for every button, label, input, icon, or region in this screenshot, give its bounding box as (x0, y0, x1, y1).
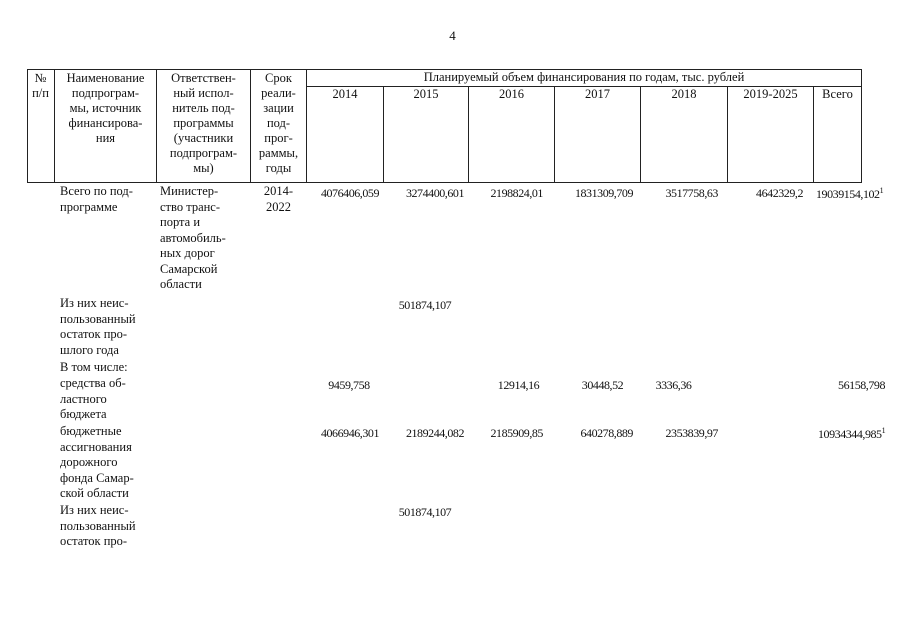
row-road-fund-total-value: 10934344,985 (818, 427, 882, 441)
header-bottom-border (27, 182, 861, 183)
header-term: Срок реали- зации под- прог- раммы, годы (258, 71, 299, 175)
row-regional-budget-2016: 12914,16 (497, 378, 540, 392)
row-regional-budget-2018: 3336,36 (655, 378, 692, 392)
row-regional-budget-2014: 9459,758 (328, 378, 370, 392)
row-total-2015: 3274400,601 (405, 186, 464, 200)
row-road-fund-2015: 2189244,082 (405, 426, 464, 440)
header-funding-title: Планируемый объем финансирования по годам, тыс. рублей (423, 70, 745, 84)
row-total-2016: 2198824,01 (490, 186, 543, 200)
row-total-all (816, 186, 884, 202)
row-regional-budget-name: средства об- ластного бюджета (60, 376, 126, 421)
header-year-2016: 2016 (499, 87, 524, 101)
row-road-fund-2016: 2185909,85 (490, 426, 543, 440)
header-year-2019-2025: 2019-2025 (743, 87, 798, 101)
row-total-2014: 4076406,059 (320, 186, 379, 200)
row-unused-balance-2015: 501874,107 (398, 298, 452, 312)
row-unused-balance-name: Из них неис- пользованный остаток про- шлого года (60, 296, 136, 357)
row-road-fund-2014: 4066946,301 (320, 426, 379, 440)
row-road-fund-unused-2015: 501874,107 (398, 505, 452, 519)
row-total-2017: 1831309,709 (574, 186, 633, 200)
row-total-term: 2014- 2022 (263, 184, 294, 214)
row-road-fund-unused-name: Из них неис- пользованный остаток про- (60, 503, 136, 548)
page-number: 4 (449, 28, 456, 43)
header-year-2014: 2014 (332, 87, 358, 101)
header-total: Всего (822, 87, 853, 101)
header-num: № п/п (32, 71, 49, 100)
header-year-2018: 2018 (671, 87, 697, 101)
row-total-2019-2025: 4642329,2 (756, 186, 803, 200)
row-road-fund-name: бюджетные ассигнования дорожного фонда Самар- ской области (60, 424, 134, 500)
row-total-2018: 3517758,63 (665, 186, 718, 200)
table-right-border (861, 69, 862, 183)
header-name: Наименование подпрограм- мы, источник финансирова- ния (66, 71, 145, 145)
row-total-responsible: Министер- ство транс- порта и автомобиль- ных дорог Самарской области (160, 184, 226, 291)
row-road-fund-total-footnote: 1 (881, 426, 886, 435)
row-road-fund-2018: 2353839,97 (665, 426, 718, 440)
row-road-fund-2017: 640278,889 (580, 426, 633, 440)
row-total-all-footnote: 1 (879, 186, 884, 195)
header-year-2015: 2015 (413, 87, 439, 101)
row-regional-budget-total: 56158,798 (838, 378, 885, 392)
row-total-all-value: 19039154,102 (816, 187, 880, 201)
row-regional-budget-2017: 30448,52 (581, 378, 624, 392)
row-including-label: В том числе: (60, 360, 128, 374)
header-responsible: Ответствен- ный испол- нитель под- программы (участники подпрограм- мы) (169, 71, 238, 175)
row-road-fund-total (818, 426, 886, 442)
header-year-2017: 2017 (585, 87, 610, 101)
row-total-name: Всего по под- программе (60, 184, 133, 214)
